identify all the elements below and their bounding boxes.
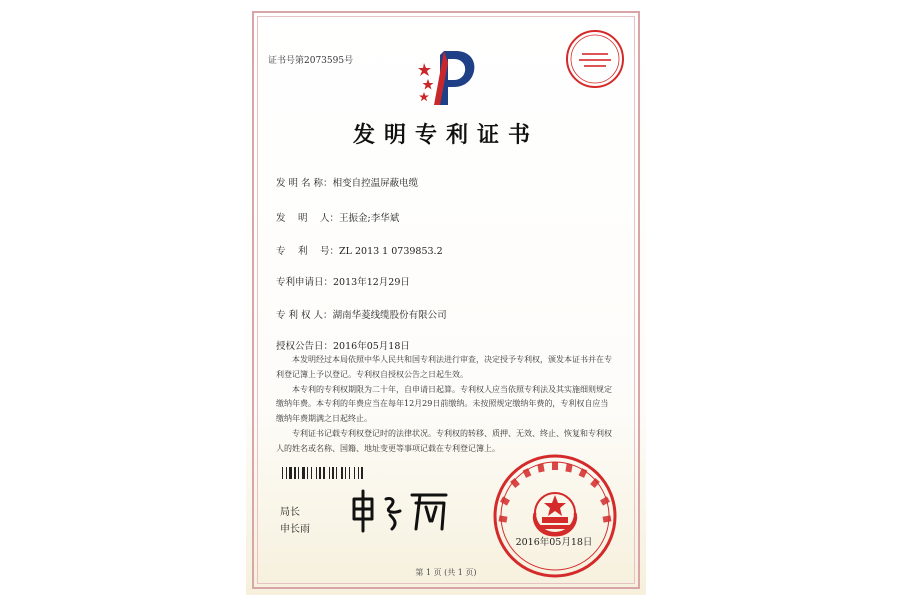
certificate-title: 发明专利证书 xyxy=(352,122,539,148)
invention-name-field xyxy=(276,175,418,189)
barcode-bar xyxy=(282,467,283,479)
patent-office-logo-icon xyxy=(414,43,484,113)
certificate-body-text xyxy=(276,353,616,457)
patent-certificate xyxy=(246,5,646,595)
barcode-bar xyxy=(294,467,296,479)
field-value: 2013年12月29日 xyxy=(333,277,410,288)
barcode-bar xyxy=(289,467,292,479)
body-paragraph: 本专利的专利权期限为二十年，自申请日起算。专利权人应当依照专利法及其实施细则规定缴纳年费。本专利的年费应当在每年12月29日前缴纳。未按照规定缴纳年费的，专利权自应当缴纳年费期满之日起终止。 xyxy=(276,384,612,424)
seal-top-right-icon xyxy=(564,28,626,90)
barcode-bar xyxy=(302,467,305,479)
page-number: 第 1 页 (共 1 页) xyxy=(415,568,477,577)
national-ip-office-seal-icon xyxy=(490,451,620,581)
barcode-bar xyxy=(319,467,321,479)
barcode-bar xyxy=(336,467,337,479)
barcode-bar xyxy=(286,467,287,479)
barcode-bar xyxy=(361,467,363,479)
patentee-field xyxy=(276,307,447,321)
field-label: 发 明 名 称： xyxy=(276,178,333,189)
field-label: 专 利 号： xyxy=(276,246,340,257)
field-value: 湖南华菱线缆股份有限公司 xyxy=(332,310,447,321)
inventor-field xyxy=(276,210,399,224)
barcode-bar xyxy=(341,467,343,479)
barcode-bar xyxy=(329,467,330,479)
grant-date-field xyxy=(276,338,410,352)
barcode-bar xyxy=(307,467,308,479)
field-value: 相变自控温屏蔽电缆 xyxy=(332,178,419,189)
signatory-title: 局长 xyxy=(280,507,300,518)
body-paragraph: 专利证书记载专利权登记时的法律状况。专利权的转移、质押、无效、终止、恢复和专利权人的姓名或名称、国籍、地址变更等事项记载在专利登记簿上。 xyxy=(276,428,612,453)
barcode-bar xyxy=(332,467,334,479)
patent-number-field xyxy=(276,243,443,257)
field-label: 授权公告日： xyxy=(276,341,334,352)
barcode-bar xyxy=(345,467,346,479)
field-value: 2016年05月18日 xyxy=(333,341,410,352)
certificate-number: 证书号第2073595号 xyxy=(268,56,354,66)
barcode-bar xyxy=(323,467,325,479)
handwritten-signature-icon xyxy=(346,485,456,535)
body-paragraph: 本发明经过本局依照中华人民共和国专利法进行审查，决定授予专利权，颁发本证书并在专利登记簿上予以登记。专利权自授权公告之日起生效。 xyxy=(276,355,612,379)
seal-date: 2016年05月18日 xyxy=(515,537,593,548)
barcode-icon xyxy=(282,467,402,479)
field-label: 发 明 人： xyxy=(276,213,340,224)
barcode-bar xyxy=(358,467,359,479)
field-label: 专 利 权 人： xyxy=(276,310,333,321)
barcode-bar xyxy=(354,467,355,479)
barcode-bar xyxy=(316,467,317,479)
field-label: 专利申请日： xyxy=(276,277,334,288)
barcode-bar xyxy=(311,467,312,479)
barcode-bar xyxy=(349,467,350,479)
field-value: ZL 2013 1 0739853.2 xyxy=(339,246,443,257)
application-date-field xyxy=(276,274,410,288)
field-value: 王振金;李华斌 xyxy=(339,213,400,224)
barcode-bar xyxy=(298,467,299,479)
signatory-name: 申长雨 xyxy=(280,524,310,535)
